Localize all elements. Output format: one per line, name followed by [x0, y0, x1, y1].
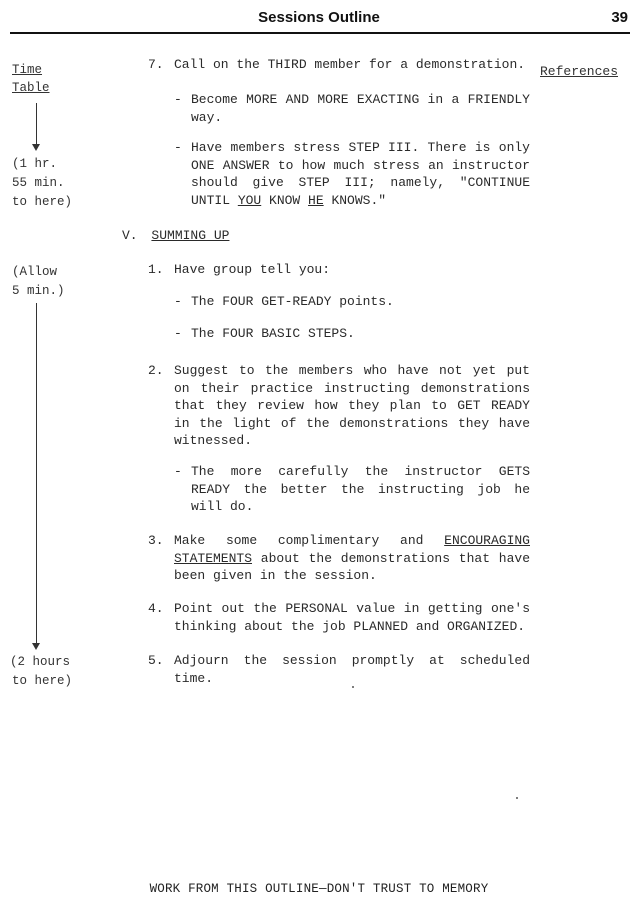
scan-speck [516, 797, 518, 799]
duration-label-line2: 55 min. [12, 176, 65, 190]
emphasis-he: HE [308, 192, 324, 208]
item-number: 5. [148, 653, 164, 668]
allow-label-line2: 5 min.) [12, 284, 65, 298]
duration2-label-line1: (2 hours [10, 655, 71, 669]
duration-label-line1: (1 hr. [12, 157, 58, 171]
item-text: Adjourn the session promptly at scheduled time. [174, 653, 530, 686]
duration2-label-line2: to here) [12, 674, 73, 688]
sub-point: - The FOUR GET-READY points. [174, 294, 394, 309]
emphasis-you: YOU [237, 192, 262, 208]
item-number: 2. [148, 363, 164, 378]
page-footer: WORK FROM THIS OUTLINE—DON'T TRUST TO MEMORY [149, 882, 489, 896]
section-numeral: V. [122, 228, 138, 243]
item-text: Suggest to the members who have not yet put on their practice instructing demonstrations that they review how they plan to GET READY in the light of the demonstrations they have witnessed. [174, 363, 530, 448]
item-number: 1. [148, 262, 164, 277]
section-heading [122, 227, 322, 245]
time-table-label-line1: Time [12, 63, 43, 77]
outline-item-3 [148, 532, 530, 585]
item-text: Call on the THIRD member for a demonstration. [174, 57, 526, 72]
arrow-down-icon [32, 643, 40, 650]
allow-label-line1: (Allow [12, 265, 58, 279]
sub-point-text: Become MORE AND MORE EXACTING in a FRIENDLY way. [191, 92, 530, 125]
item-number: 4. [148, 601, 164, 616]
time-arrow-line-1 [36, 103, 37, 145]
scan-speck [352, 686, 354, 688]
outline-item-5 [148, 652, 530, 687]
item-number: 3. [148, 533, 164, 548]
sub-point: - The FOUR BASIC STEPS. [174, 326, 355, 341]
section-title: SUMMING UP [151, 228, 230, 243]
time-table-label-line2: Table [12, 81, 50, 95]
item-text: Have group tell you: [174, 262, 331, 277]
page-title: Sessions Outline [258, 9, 380, 26]
item-number: 7. [148, 57, 164, 72]
item-text: Point out the PERSONAL value in getting one's thinking about the job PLANNED and ORGANIZED. [174, 601, 530, 634]
references-label: References [540, 64, 619, 79]
outline-item-1 [148, 261, 528, 279]
outline-item-2 [148, 362, 530, 450]
sub-point: - The more carefully the instructor GETS READY the better the instructing job he will do. [174, 464, 530, 514]
time-arrow-line-2 [36, 303, 37, 644]
emphasis-encouraging: ENCOURAGING STATEMENTS [174, 533, 530, 566]
sub-point: - Have members stress STEP III. There is only ONE ANSWER to how much stress an instructor should give STEP III; namely, "CONTINUE UNTIL YOU KNOW HE KNOWS." [174, 140, 530, 208]
outline-item-4 [148, 600, 530, 635]
header-rule [10, 32, 630, 34]
duration-label-line3: to here) [12, 195, 73, 209]
page-number: 39 [611, 9, 628, 26]
outline-item-7 [148, 56, 538, 74]
sub-point: - Become MORE AND MORE EXACTING in a FRIENDLY way. [174, 92, 530, 125]
arrow-down-icon [32, 144, 40, 151]
item-text: Make some complimentary and ENCOURAGING STATEMENTS about the demonstrations that have been given in the session. [174, 533, 530, 583]
